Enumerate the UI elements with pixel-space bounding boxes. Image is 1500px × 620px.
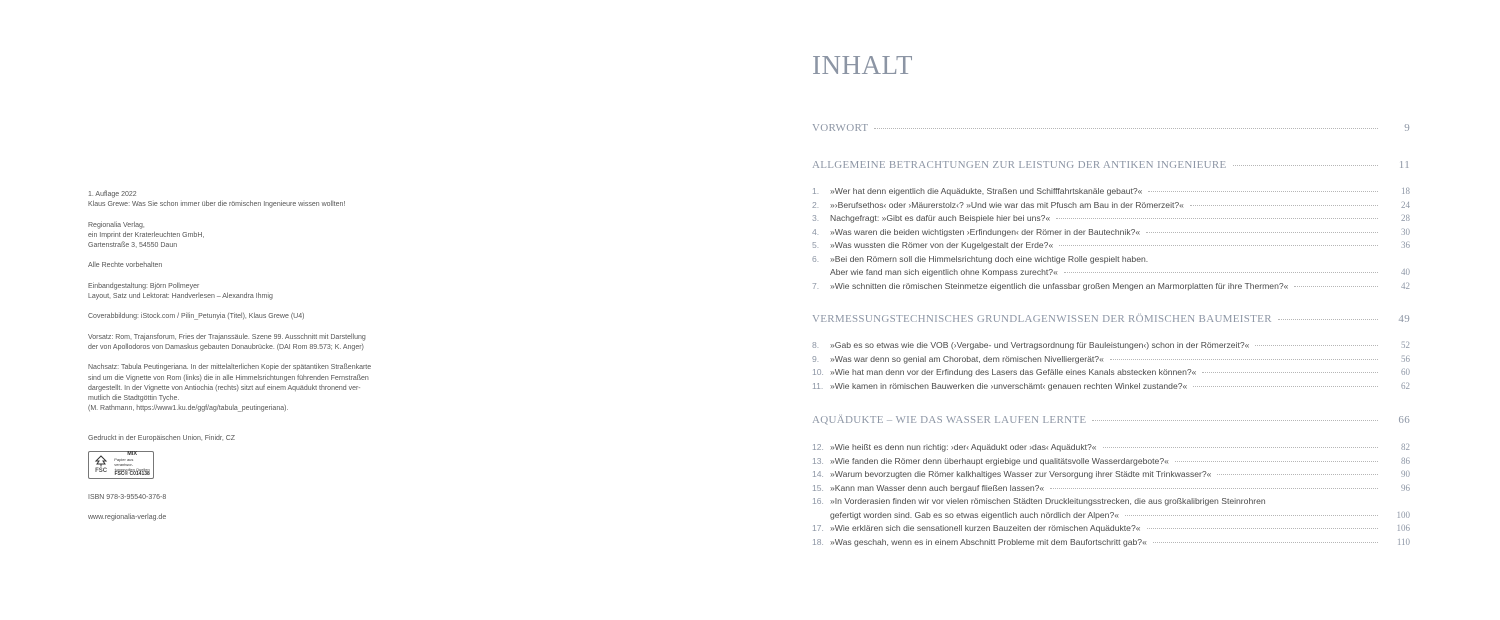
toc-title: INHALT (812, 50, 913, 80)
imprint-block (88, 190, 398, 533)
imprint-website: www.regionalia-verlag.de (88, 513, 167, 521)
toc-section-vermessung[interactable]: VERMESSUNGSTECHNISCHES GRUNDLAGENWISSEN DER RÖMISCHEN BAUMEISTER 49 (812, 313, 1410, 325)
toc-section-allgemeine-betrachtungen[interactable]: ALLGEMEINE BETRACHTUNGEN ZUR LEISTUNG DER ANTIKEN INGENIEURE 11 (812, 159, 1410, 171)
imprint-publisher: Regionalia Verlag, ein Imprint der Kraterleuchten GmbH, Gartenstraße 3, 54550 Daun (88, 221, 205, 249)
toc-entry[interactable]: 13. »Wie fanden die Römer denn überhaupt ergiebige und qualitätsvolle Wasserdargebote?« 86 (812, 455, 1410, 466)
toc-entry-continuation[interactable]: gefertigt worden sind. Gab es so etwas eigentlich auch nördlich der Alpen?« 100 (830, 509, 1410, 520)
toc-entry[interactable]: 4. »Was waren die beiden wichtigsten ›Erfindungen‹ der Römer in der Bautechnik?« 30 (812, 226, 1410, 237)
toc-entry[interactable]: 7. »Wie schnitten die römischen Steinmetze eigentlich die unfassbar großen Mengen an Marmorplatten für ihre Thermen?« 42 (812, 280, 1410, 291)
imprint-vorsatz: Vorsatz: Rom, Trajansforum, Fries der Trajanssäule. Szene 99. Ausschnitt mit Darstellung der von Apollodoros von Damaskus gebauten Donaubrücke. (DAI Rom 89.573; K. Anger) (88, 333, 366, 351)
imprint-isbn: ISBN 978-3-95540-376-8 (88, 493, 167, 501)
toc-entry[interactable]: 8. »Gab es so etwas wie die VOB (›Vergabe- und Vertragsordnung für Bauleistungen‹) schon in der Römerzeit?« 52 (812, 340, 1410, 350)
imprint-printed: Gedruckt in der Europäischen Union, Finidr, CZ (88, 435, 236, 443)
toc-entry-continuation[interactable]: Aber wie fand man sich eigentlich ohne Kompass zurecht?« 40 (830, 267, 1410, 277)
toc-entry[interactable]: 10. »Wie hat man denn vor der Erfindung des Lasers das Gefälle eines Kanals abstecken können?« 60 (812, 367, 1410, 377)
toc-entry[interactable]: 1. »Wer hat denn eigentlich die Aquädukte, Straßen und Schifffahrtskanäle gebaut?« 18 (812, 186, 1410, 196)
fsc-line1: Papier aus verantwor- (114, 457, 134, 468)
toc-entry[interactable]: 11. »Wie kamen in römischen Bauwerken die ›unverschämt‹ genauen rechten Winkel zustande?« 62 (812, 380, 1410, 391)
fsc-logo (88, 451, 154, 479)
imprint-rights: Alle Rechte vorbehalten (88, 262, 163, 270)
toc-entry[interactable]: 5. »Was wussten die Römer von der Kugelgestalt der Erde?« 36 (812, 240, 1410, 250)
toc-entry[interactable]: 12. »Wie heißt es denn nun richtig: ›der‹ Aquädukt oder ›das‹ Aquädukt?« 82 (812, 442, 1410, 452)
toc-entry[interactable]: 6. »Bei den Römern soll die Himmelsrichtung doch eine wichtige Rolle gespielt haben. (812, 253, 1149, 264)
toc-entry[interactable]: 14. »Warum bevorzugten die Römer kalkhaltiges Wasser zur Versorgung ihrer Städte mit Trinkwasser?« 90 (812, 469, 1410, 479)
fsc-mix: MIX (127, 451, 138, 458)
imprint-edition: 1. Auflage 2022 (88, 191, 137, 198)
toc-entry[interactable]: 17. »Wie erklären sich die sensationell kurzen Bauzeiten der römischen Aquädukte?« 106 (812, 523, 1410, 533)
imprint-author-title: Klaus Grewe: Was Sie schon immer über die römischen Ingenieure wissen wollten! (88, 201, 346, 209)
fsc-info (114, 452, 150, 477)
toc-entry[interactable]: 18. »Was geschah, wenn es in einem Abschnitt Probleme mit dem Baufortschritt gab?« 110 (812, 536, 1410, 547)
toc-page (750, 0, 1500, 620)
toc-entry[interactable]: 9. »Was war denn so genial am Chorobat, dem römischen Nivelliergerät?« 56 (812, 353, 1410, 364)
toc-entry[interactable]: 16. »In Vorderasien finden wir vor vielen römischen Städten Druckleitungsstrecken, die aus großkalibrigen Steinrohren (812, 496, 1266, 506)
imprint-design: Einbandgestaltung: Björn Pollmeyer Layout, Satz und Lektorat: Handverlesen – Alexandra Ihmig (88, 282, 273, 300)
fsc-code: FSC® C014138 (114, 471, 150, 478)
fsc-line2: tungsvollen Quellen (114, 467, 150, 473)
toc-entry[interactable]: 3. Nachgefragt: »Gibt es dafür auch Beispiele hier bei uns?« 28 (812, 213, 1410, 223)
toc-section-vorwort[interactable]: VORWORT 9 (812, 122, 1410, 134)
fsc-brand: FSC (95, 468, 108, 475)
toc-entry[interactable]: 2. »›Berufsethos‹ oder ›Mäurerstolz‹? »Und wie war das mit Pfusch am Bau in der Römerzeit?« 24 (812, 199, 1410, 210)
toc-section-aquaedukte[interactable]: AQUÄDUKTE – WIE DAS WASSER LAUFEN LERNTE 66 (812, 414, 1410, 426)
imprint-cover: Coverabbildung: iStock.com / Pilin_Petunyia (Titel), Klaus Grewe (U4) (88, 313, 305, 321)
fsc-tree-icon (92, 454, 110, 476)
imprint-nachsatz: Nachsatz: Tabula Peutingeriana. In der mittelalterlichen Kopie der spätantiken Straßenkarte sind um die Vignette von Rom (links) die in alle Himmelsrichtungen führenden Fernstraßen dargestellt. In der Vignette von Antiochia (rechts) sitzt auf einem Aquädukt thronend ver- mutlich die Stadtgöttin Tyche. (M. Rathmann, https://www1.ku.de/ggf/ag/tabula_peutingeriana). (88, 364, 372, 413)
toc-entry[interactable]: 15. »Kann man Wasser denn auch bergauf fließen lassen?« 96 (812, 482, 1410, 493)
